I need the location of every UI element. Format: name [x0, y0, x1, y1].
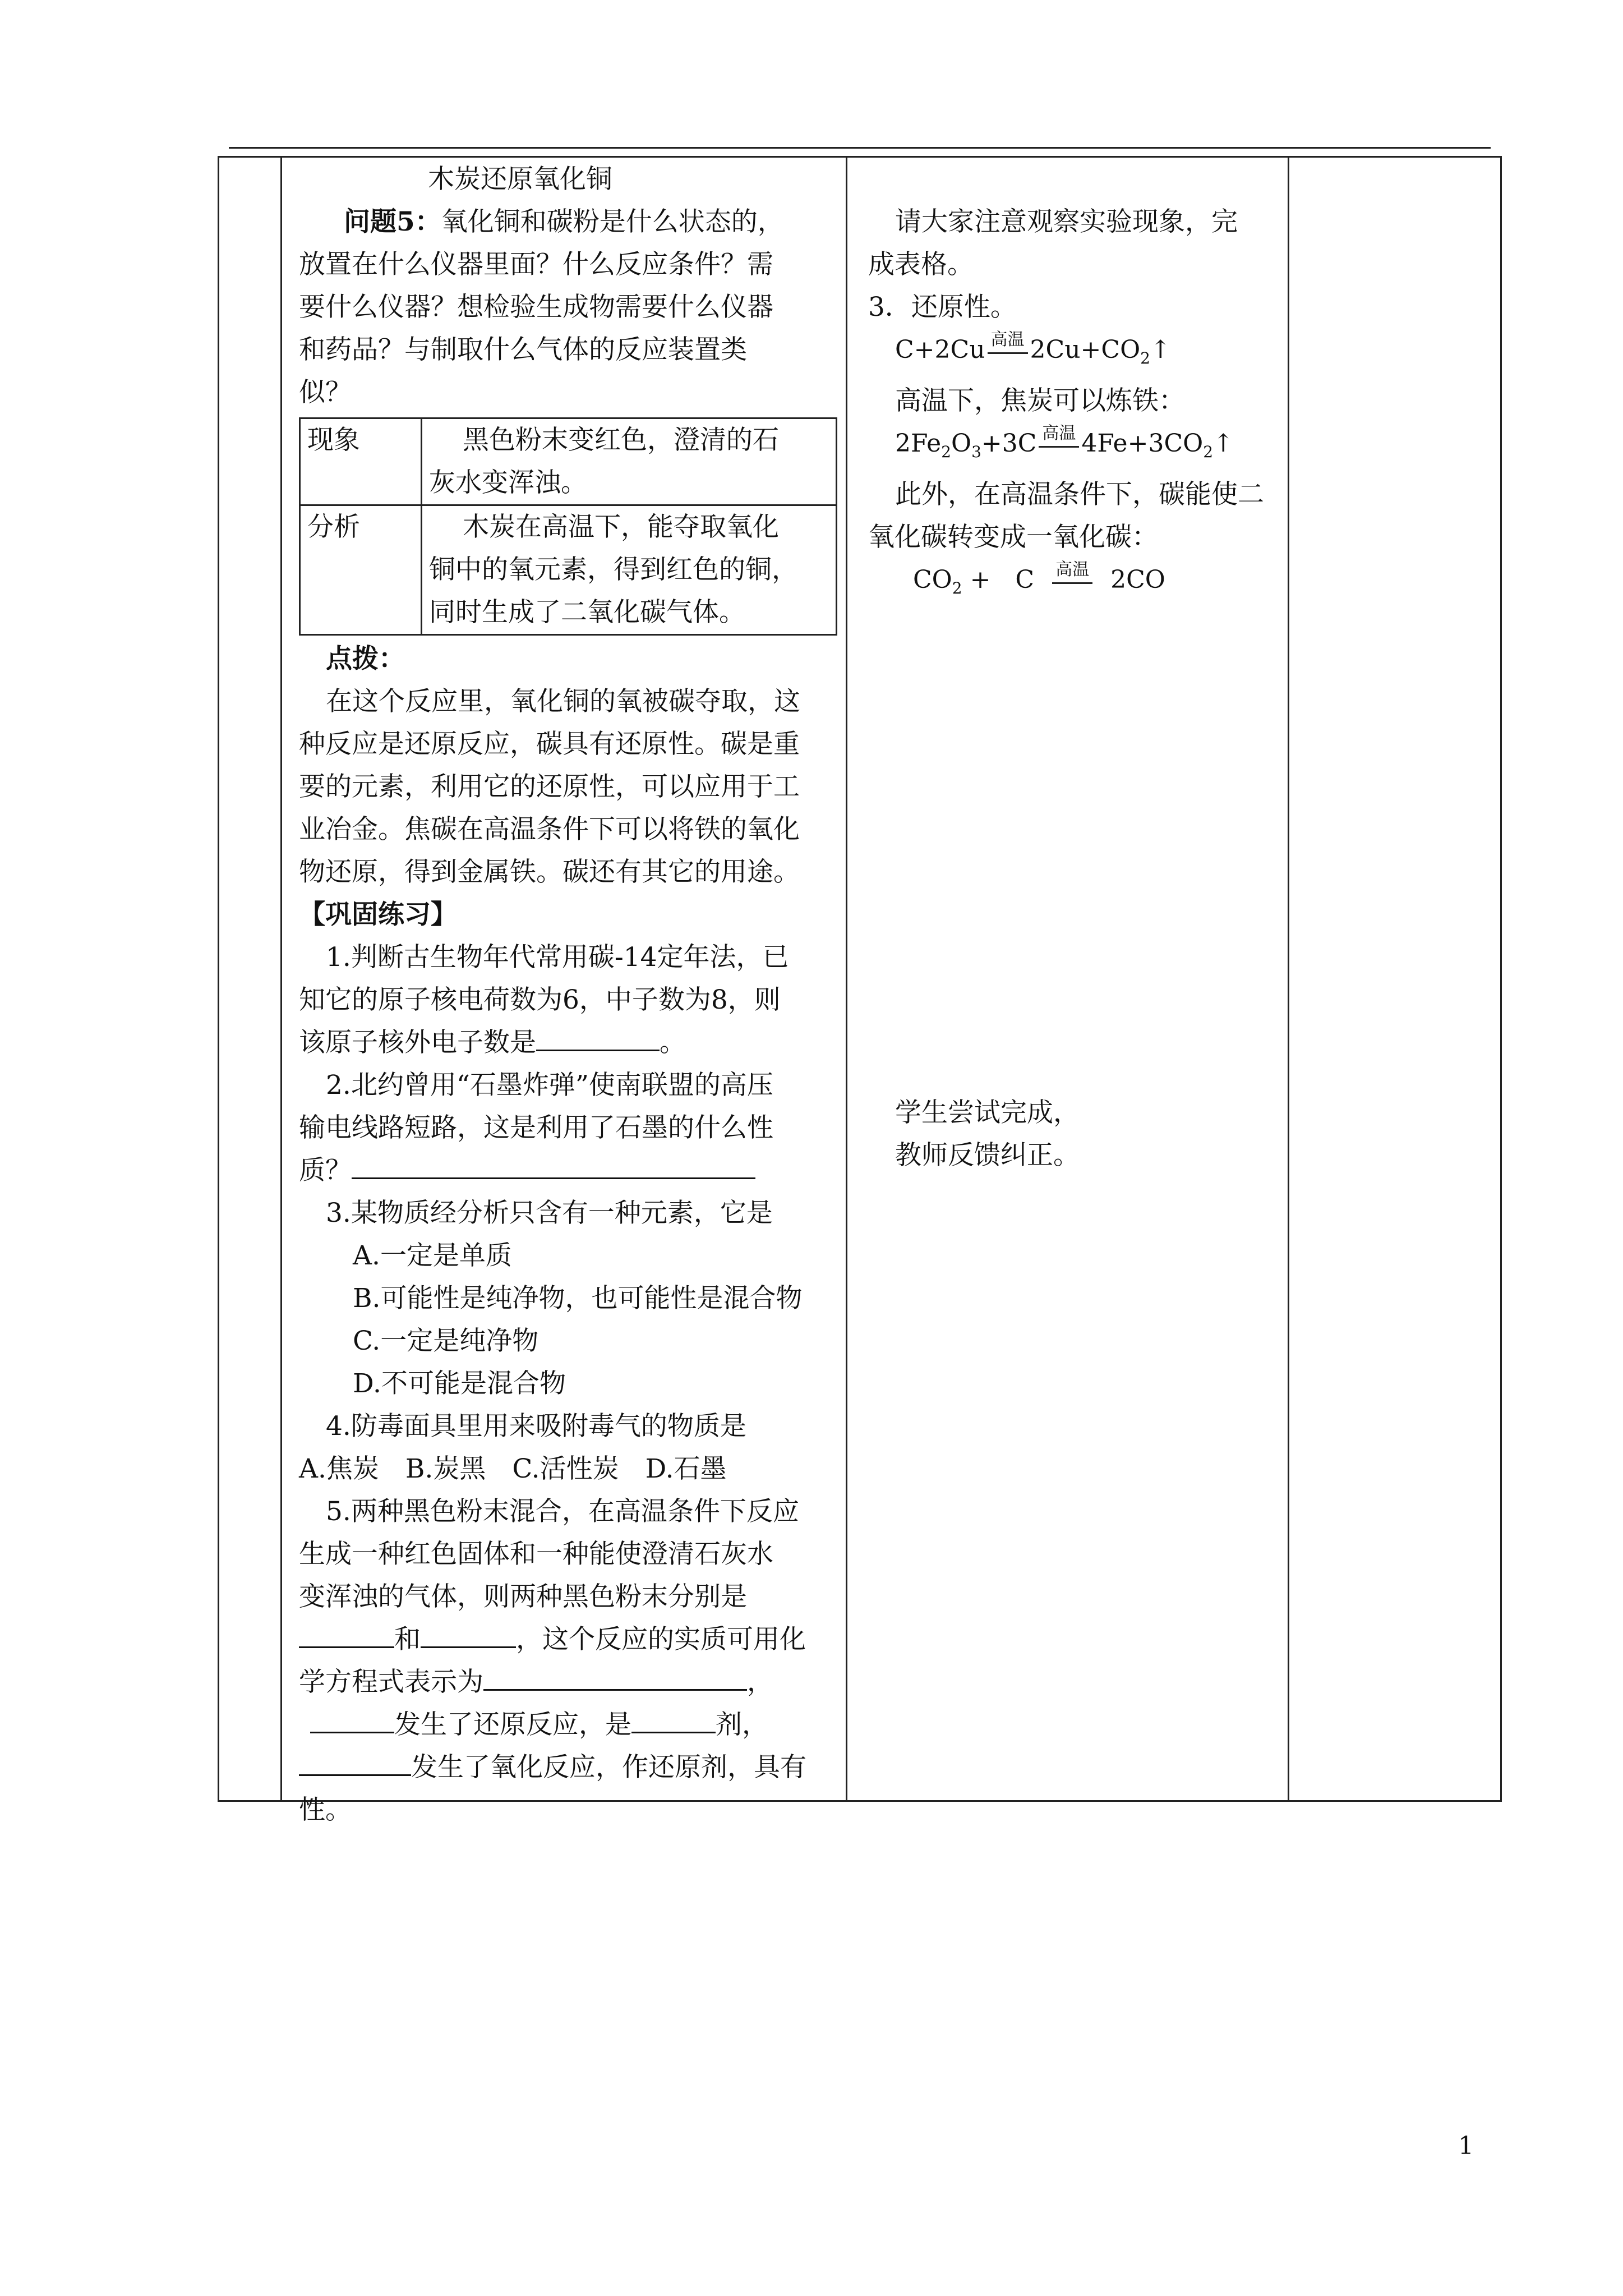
equation-3: $CO_2$ + C 高温 2CO — [913, 559, 1165, 597]
question-5: 问题5：氧化铜和碳粉是什么状态的， 放置在什么仪器里面？什么反应条件？需 要什么仪器？想检验生成物需要什么仪器 和药品？与制取什么气体的反应装置类 似？ — [299, 206, 784, 408]
observation-table — [299, 417, 837, 636]
activity-column: 请大家注意观察实验现象，完 成表格。 3．还原性。 C+2Cu 高温 $2Cu+CO_2↑$ 高温下，焦炭可以炼铁： $2Fe_2O_3+3C$ 高温 $4Fe+3CO_2↑$ 此外，在高温条件下，碳能使二 氧化碳转变成一氧化碳： $CO_2$ + C 高温 2CO 学生尝试完成， 教师反馈纠正。 — [868, 158, 1294, 1177]
condition-label: 高温 — [1050, 559, 1095, 581]
gas-arrow-icon: ↑ — [1150, 335, 1171, 364]
answer-blank[interactable] — [631, 1709, 716, 1733]
option: C.一定是纯净物 — [353, 1326, 539, 1356]
answer-blank[interactable] — [299, 1624, 394, 1648]
exercise-2: 2.北约曾用“石墨炸弹”使南联盟的高压 输电线路短路，这是利用了石墨的什么性 质？ — [299, 1070, 773, 1186]
section-title: 木炭还原氧化铜 — [428, 164, 612, 195]
exercise-5: 5.两种黑色粉末混合，在高温条件下反应 生成一种红色固体和一种能使澄清石灰水 变浑浊的气体，则两种黑色粉末分别是 和 ，这个反应的实质可用化 学方程式表示为 ， 发生了还原反应，是 剂， 发生了氧化反应，作还原剂，具有 性。 — [299, 1496, 806, 1825]
row-content: 黑色粉末变红色，澄清的石 灰水变浑浊。 — [422, 418, 837, 505]
answer-blank[interactable] — [310, 1709, 394, 1733]
exercise-4: 4.防毒面具里用来吸附毒气的物质是 A.焦炭 B.炭黑 C.活性炭 D.石墨 — [299, 1405, 843, 1490]
tip-text: 在这个反应里，氧化铜的氧被碳夺取，这 种反应是还原反应，碳具有还原性。碳是重 要的元素，利用它的还原性，可以应用于工 业冶金。焦碳在高温条件下可以将铁的氧化 物还原，得到金属铁。碳还有其它的用途。 — [299, 686, 800, 887]
exercise-1: 1.判断古生物年代常用碳-14定年法，已 知它的原子核电荷数为6，中子数为8，则 该原子核外电子数是 。 — [299, 942, 789, 1058]
answer-blank[interactable] — [536, 1027, 660, 1051]
condition-label: 高温 — [1036, 422, 1081, 445]
student-activity: 学生尝试完成， 教师反馈纠正。 — [895, 1097, 1080, 1171]
practice-heading: 【巩固练习】 — [299, 899, 457, 930]
row-label: 现象 — [300, 418, 422, 505]
table-row — [300, 505, 837, 635]
exercise-3: 3.某物质经分析只含有一种元素，它是 A.一定是单质 B.可能性是纯净物，也可能性是混合物 C.一定是纯净物 D.不可能是混合物 — [299, 1192, 843, 1405]
answer-blank[interactable] — [299, 1752, 411, 1776]
answer-blank[interactable] — [483, 1667, 747, 1691]
answer-blank[interactable] — [421, 1624, 516, 1648]
content-column — [299, 158, 843, 1832]
section-heading: 3．还原性。 — [868, 292, 1017, 323]
option: A.焦炭 B.炭黑 C.活性炭 D.石墨 — [299, 1453, 727, 1484]
column-divider-2 — [846, 156, 847, 1802]
row-content: 木炭在高温下，能夺取氧化 铜中的氧元素，得到红色的铜， 同时生成了二氧化碳气体。 — [422, 505, 837, 635]
header-rule — [229, 147, 1491, 149]
answer-blank[interactable] — [352, 1155, 755, 1179]
equation-1: C+2Cu 高温 $2Cu+CO_2↑$ — [895, 330, 1171, 367]
option: D.不可能是混合物 — [353, 1368, 566, 1399]
condition-label: 高温 — [985, 329, 1030, 351]
option: A.一定是单质 — [353, 1240, 512, 1271]
table-row — [300, 418, 837, 505]
column-divider-1 — [280, 156, 282, 1802]
row-label: 分析 — [300, 505, 422, 635]
question-label: 问题5： — [344, 206, 441, 237]
option: B.可能性是纯净物，也可能性是混合物 — [353, 1283, 803, 1314]
tip-label: 点拨： — [326, 643, 405, 674]
gas-arrow-icon: ↑ — [1213, 429, 1234, 458]
page-number: 1 — [1458, 2132, 1474, 2160]
equation-2: $2Fe_2O_3+3C$ 高温 $4Fe+3CO_2↑$ — [895, 423, 1234, 461]
